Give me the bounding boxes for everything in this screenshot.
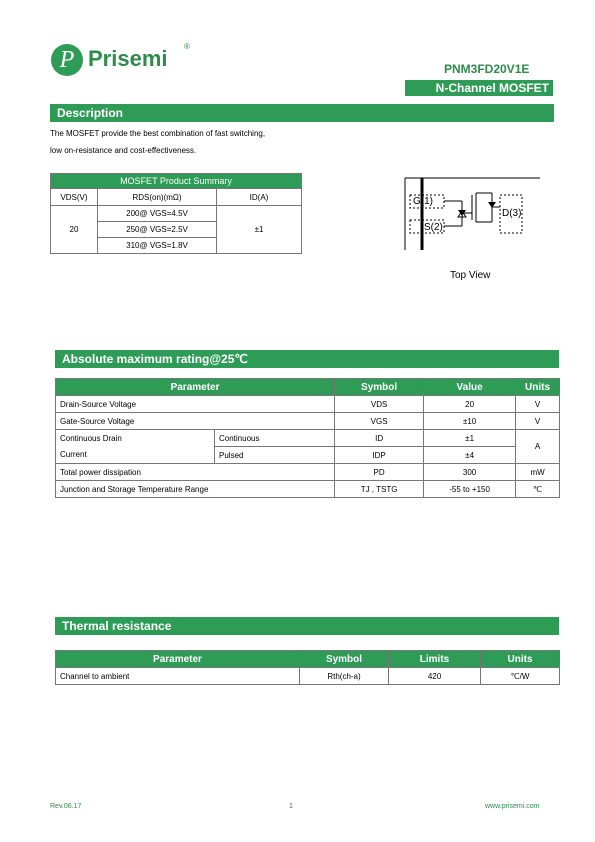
summary-col-id: ID(A)	[217, 189, 302, 206]
unit-cell: ℃	[516, 481, 560, 498]
table-row	[56, 481, 560, 498]
abs-max-header-units: Units	[516, 379, 560, 396]
mosfet-pinout-diagram	[400, 175, 545, 255]
unit-cell: ℃/W	[481, 668, 560, 685]
value-cell: ±10	[424, 413, 516, 430]
value-cell: 20	[424, 396, 516, 413]
param-line-1: Continuous Drain	[60, 433, 122, 443]
table-row	[56, 668, 560, 685]
value-cell: ±4	[424, 447, 516, 464]
param-cell: Drain-Source Voltage	[56, 396, 335, 413]
unit-cell: V	[516, 396, 560, 413]
top-view-caption: Top View	[450, 270, 491, 281]
param-cell: Junction and Storage Temperature Range	[56, 481, 335, 498]
abs-max-header-parameter: Parameter	[56, 379, 335, 396]
registered-mark: ®	[184, 42, 190, 51]
description-line-1: The MOSFET provide the best combination of fast switching,	[50, 129, 266, 138]
thermal-header-limits: Limits	[389, 651, 481, 668]
table-row	[56, 464, 560, 481]
gate-pin-label: G(1)	[413, 196, 433, 207]
footer-page-number: 1	[289, 803, 293, 810]
footer-url[interactable]: www.prisemi.com	[485, 803, 540, 810]
logo-icon: P	[51, 44, 83, 76]
abs-max-header-symbol: Symbol	[335, 379, 424, 396]
sub-param-cell: Pulsed	[215, 447, 335, 464]
param-cell: Gate-Source Voltage	[56, 413, 335, 430]
symbol-cell: VDS	[335, 396, 424, 413]
thermal-header-parameter: Parameter	[56, 651, 300, 668]
summary-col-rds: RDS(on)(mΩ)	[98, 189, 217, 206]
value-cell: 300	[424, 464, 516, 481]
abs-max-heading: Absolute maximum rating@25℃	[55, 350, 559, 368]
param-cell: Total power dissipation	[56, 464, 335, 481]
abs-max-header-value: Value	[424, 379, 516, 396]
description-line-2: low on-resistance and cost-effectiveness.	[50, 146, 197, 155]
table-row	[56, 430, 560, 447]
part-number: PNM3FD20V1E	[444, 62, 530, 76]
thermal-header-units: Units	[481, 651, 560, 668]
summary-rds-1: 200@ VGS=4.5V	[98, 206, 217, 222]
unit-cell: A	[516, 430, 560, 464]
source-pin-label: S(2)	[424, 222, 443, 233]
param-cell: Channel to ambient	[56, 668, 300, 685]
unit-cell: V	[516, 413, 560, 430]
symbol-cell: IDP	[335, 447, 424, 464]
summary-vds-value: 20	[51, 206, 98, 254]
symbol-cell: PD	[335, 464, 424, 481]
device-type-banner: N-Channel MOSFET	[405, 80, 553, 96]
summary-rds-2: 250@ VGS=2.5V	[98, 222, 217, 238]
footer-revision: Rev.06.17	[50, 803, 82, 810]
param-cell	[56, 430, 215, 464]
logo-text: Prisemi	[88, 46, 168, 71]
thermal-table	[55, 650, 560, 685]
drain-pin-label: D(3)	[502, 208, 522, 219]
param-line-2: Current	[60, 449, 87, 459]
abs-max-table	[55, 378, 560, 498]
value-cell: ±1	[424, 430, 516, 447]
thermal-header-symbol: Symbol	[300, 651, 389, 668]
table-row	[56, 413, 560, 430]
thermal-heading: Thermal resistance	[55, 617, 559, 635]
product-summary-table	[50, 173, 302, 254]
description-heading: Description	[50, 104, 554, 122]
table-row	[56, 396, 560, 413]
value-cell: 420	[389, 668, 481, 685]
symbol-cell: Rth(ch-a)	[300, 668, 389, 685]
symbol-cell: ID	[335, 430, 424, 447]
summary-title: MOSFET Product Summary	[51, 174, 302, 189]
value-cell: -55 to +150	[424, 481, 516, 498]
summary-rds-3: 310@ VGS=1.8V	[98, 238, 217, 254]
summary-id-value: ±1	[217, 206, 302, 254]
symbol-cell: VGS	[335, 413, 424, 430]
description-text	[50, 125, 265, 159]
symbol-cell: TJ , TSTG	[335, 481, 424, 498]
unit-cell: mW	[516, 464, 560, 481]
summary-col-vds: VDS(V)	[51, 189, 98, 206]
sub-param-cell: Continuous	[215, 430, 335, 447]
